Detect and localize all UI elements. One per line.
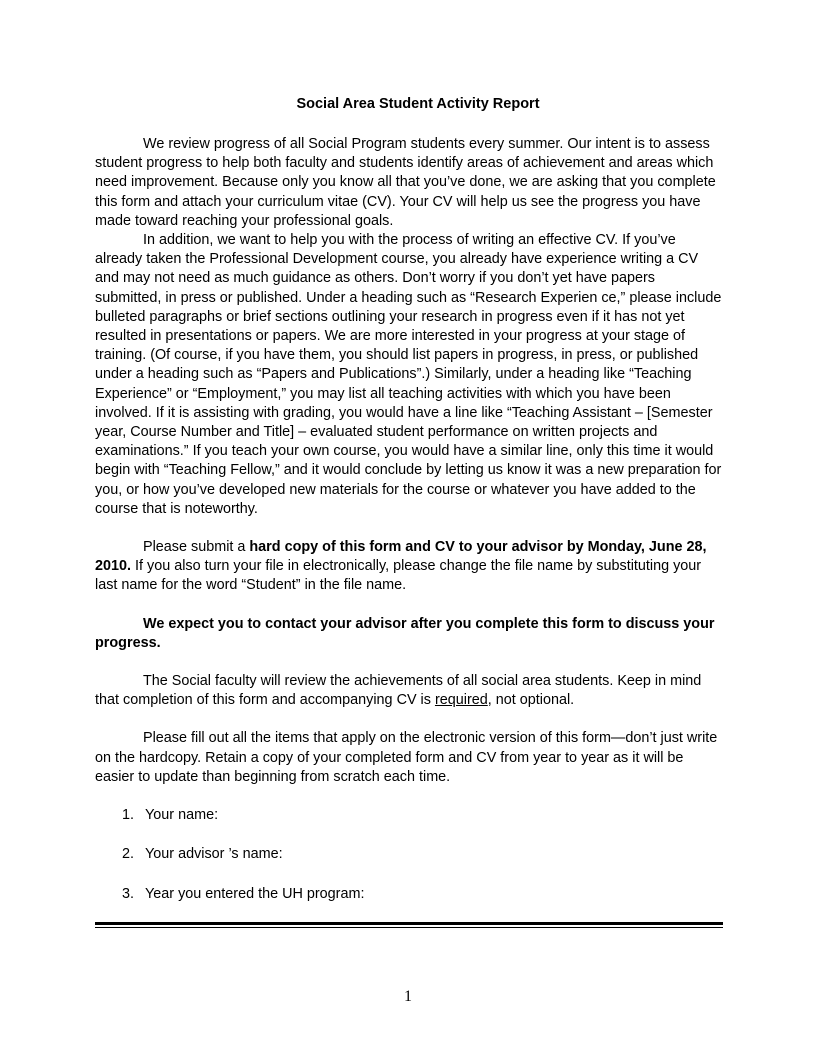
page-title: Social Area Student Activity Report: [296, 96, 540, 112]
contact-advisor-notice: We expect you to contact your advisor after you complete this form to discuss your progress.: [95, 615, 715, 651]
intro-paragraph: We review progress of all Social Program students every summer. Our intent is to assess student progress to help both faculty and students identify areas of achievement and areas which need improvement. Because only you know all that you’ve done, we are asking that you complete this form and attach your curriculum vitae (CV). Your CV will help us see the progress you have made toward reaching your professional goals.: [95, 136, 716, 229]
form-item-label: Your advisor ’s name:: [145, 846, 283, 863]
form-item-advisor: [95, 845, 725, 864]
faculty-review-lead: The Social faculty will review the achievements of all social area students. Keep in mind that completion of this form and accompanying CV is: [95, 673, 702, 709]
form-item-label: Your name:: [145, 807, 219, 824]
form-item-number: 2.: [122, 846, 135, 863]
submission-deadline: hard copy of this form and CV to your advisor by Monday, June 28, 2010.: [95, 539, 707, 575]
required-emphasis: required: [434, 692, 488, 709]
cv-guidance-paragraph: In addition, we want to help you with the process of writing an effective CV. If you’ve already taken the Professional Development course, you already have experience writing a CV and may not need as much guidance as others. Don’t worry if you don’t yet have papers submitted, in press or published. Under a heading such as “Research Experien ce,” please include bulleted paragraphs or brief sections outlining your research in progress even if it has not yet resulted in presentations or papers. We are more interested in your progress at your stage of training. (Of course, if you have them, you should list papers in progress, in press, or published under a heading such as “Papers and Publications”.) Similarly, under a heading like “Teaching Experience” or “Employment,” you may list all teaching activities with which you have been involved. If it is assisting with grading, you would have a line like “Teaching Assistant – [Semester year, Course Number and Title] – evaluated student performance on written projects and examinations.” If you teach your own course, you would have a similar line, only this time it would begin with “Teaching Fellow,” and it would conclude by letting us know it was a new preparation for you, or how you’ve developed new materials for the course or whatever you have added to the course that is noteworthy.: [95, 232, 722, 517]
faculty-review-paragraph: [95, 672, 725, 710]
form-item-name: [95, 806, 725, 825]
page-number: 1: [404, 988, 412, 1005]
form-item-entry-year: [95, 885, 725, 904]
form-items-list: [95, 806, 725, 904]
fill-out-instructions: Please fill out all the items that apply on the electronic version of this form—don’t just write on the hardcopy. Retain a copy of your completed form and CV from year to year as it will be easier to update than beginning from scratch each time.: [95, 730, 718, 785]
document-body: [95, 135, 725, 924]
faculty-review-tail: , not optional.: [487, 692, 575, 709]
form-item-label: Year you entered the UH program:: [145, 885, 365, 902]
submission-text-tail: If you also turn your file in electronically, please change the file name by substituting your last name for the word “Student” in the file name.: [95, 558, 702, 594]
submission-text-lead: Please submit a: [143, 539, 250, 556]
submission-paragraph: [95, 538, 725, 596]
section-divider: [95, 922, 723, 928]
form-item-number: 1.: [122, 807, 135, 824]
form-item-number: 3.: [122, 885, 135, 902]
